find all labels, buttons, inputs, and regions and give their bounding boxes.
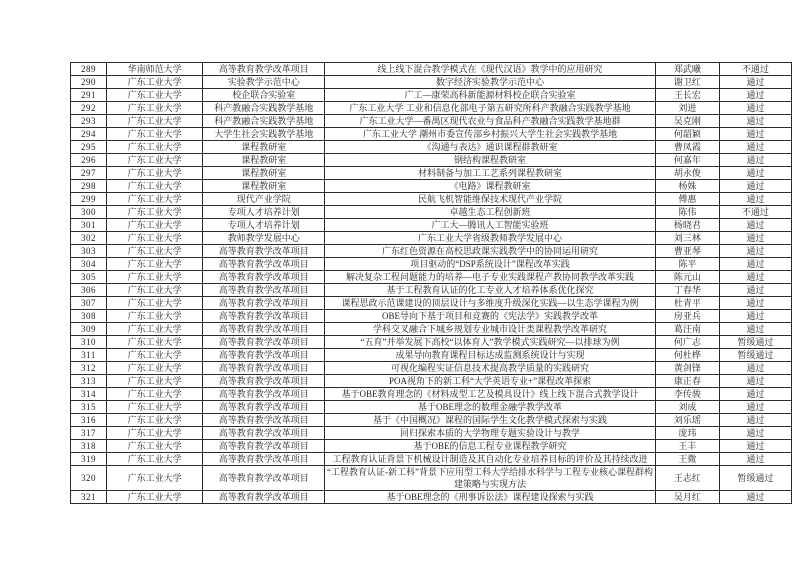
result-cell: 通过	[719, 167, 791, 180]
table-row	[71, 232, 792, 245]
table-row	[71, 141, 792, 154]
school-cell: 广东工业大学	[107, 76, 203, 89]
person-cell: 刘三林	[655, 232, 719, 245]
category-cell: 科产教融合实践教学基地	[203, 102, 325, 115]
project-name-cell: 学科交叉融合下城乡规划专业城市设计类课程教学改革研究	[325, 323, 655, 336]
result-cell: 通过	[719, 102, 791, 115]
result-cell: 通过	[719, 245, 791, 258]
result-cell: 通过	[719, 491, 791, 504]
category-cell: 高等教育教学改革项目	[203, 466, 325, 491]
row-number-cell: 317	[71, 427, 107, 440]
project-name-cell: 卓越生态工程创新班	[325, 206, 655, 219]
project-name-cell: 可视化编程实证信息技术提高教学质量的实践研究	[325, 362, 655, 375]
row-number-cell: 294	[71, 128, 107, 141]
row-number-cell: 314	[71, 388, 107, 401]
school-cell: 广东工业大学	[107, 491, 203, 504]
result-cell: 通过	[719, 297, 791, 310]
row-number-cell: 321	[71, 491, 107, 504]
table-row	[71, 349, 792, 362]
person-cell: 康正春	[655, 375, 719, 388]
project-name-cell: POA视角下的新工科“大学英语专业+”课程改革探索	[325, 375, 655, 388]
project-name-cell: 数字经济实验教学示范中心	[325, 76, 655, 89]
person-cell: 郑武曦	[655, 63, 719, 76]
table-row	[71, 245, 792, 258]
category-cell: 专项人才培养计划	[203, 206, 325, 219]
result-cell: 通过	[719, 219, 791, 232]
project-name-cell: 广东红色资源在高校思政课实践教学中的协同运用研究	[325, 245, 655, 258]
project-name-cell: 民航飞机智能维保技术现代产业学院	[325, 193, 655, 206]
school-cell: 华南师范大学	[107, 63, 203, 76]
row-number-cell: 319	[71, 453, 107, 466]
result-cell: 通过	[719, 284, 791, 297]
project-name-cell: 基于OBE理念的数理金融学教学改革	[325, 401, 655, 414]
row-number-cell: 293	[71, 115, 107, 128]
category-cell: 高等教育教学改革项目	[203, 323, 325, 336]
category-cell: 校企联合实验室	[203, 89, 325, 102]
category-cell: 实验教学示范中心	[203, 76, 325, 89]
row-number-cell: 306	[71, 284, 107, 297]
person-cell: 杜青平	[655, 297, 719, 310]
table-row	[71, 297, 792, 310]
person-cell: 王长宏	[655, 89, 719, 102]
row-number-cell: 297	[71, 167, 107, 180]
school-cell: 广东工业大学	[107, 206, 203, 219]
table-row	[71, 453, 792, 466]
person-cell: 杨晓君	[655, 219, 719, 232]
result-cell: 暂缓通过	[719, 336, 791, 349]
project-name-cell: 解决复杂工程问题能力的培养—电子专业实践课程产教协同教学改革实践	[325, 271, 655, 284]
row-number-cell: 304	[71, 258, 107, 271]
project-name-cell: 工程教育认证背景下机械设计制造及其自动化专业培养目标的评价及其持续改进	[325, 453, 655, 466]
school-cell: 广东工业大学	[107, 284, 203, 297]
project-name-cell: 《沟通与表达》通识课程群教研室	[325, 141, 655, 154]
table-row	[71, 375, 792, 388]
row-number-cell: 303	[71, 245, 107, 258]
category-cell: 高等教育教学改革项目	[203, 362, 325, 375]
school-cell: 广东工业大学	[107, 375, 203, 388]
category-cell: 高等教育教学改革项目	[203, 388, 325, 401]
table-row	[71, 180, 792, 193]
result-cell: 通过	[719, 323, 791, 336]
person-cell: 何广志	[655, 336, 719, 349]
table-row	[71, 336, 792, 349]
category-cell: 高等教育教学改革项目	[203, 284, 325, 297]
table-row	[71, 167, 792, 180]
result-cell: 通过	[719, 401, 791, 414]
project-name-cell: 成果导向教育课程目标达成监测系统设计与实现	[325, 349, 655, 362]
school-cell: 广东工业大学	[107, 362, 203, 375]
school-cell: 广东工业大学	[107, 336, 203, 349]
project-name-cell: 广东工业大学—番禺区现代农业与食品科产教融合实践教学基地群	[325, 115, 655, 128]
result-cell: 通过	[719, 388, 791, 401]
row-number-cell: 310	[71, 336, 107, 349]
school-cell: 广东工业大学	[107, 219, 203, 232]
row-number-cell: 301	[71, 219, 107, 232]
person-cell: 何杜桦	[655, 349, 719, 362]
person-cell: 刘成	[655, 401, 719, 414]
person-cell: 葛汪南	[655, 323, 719, 336]
category-cell: 课程教研室	[203, 154, 325, 167]
category-cell: 高等教育教学改革项目	[203, 310, 325, 323]
result-cell: 通过	[719, 258, 791, 271]
row-number-cell: 313	[71, 375, 107, 388]
result-cell: 通过	[719, 89, 791, 102]
category-cell: 高等教育教学改革项目	[203, 440, 325, 453]
school-cell: 广东工业大学	[107, 388, 203, 401]
row-number-cell: 305	[71, 271, 107, 284]
school-cell: 广东工业大学	[107, 89, 203, 102]
project-name-cell: 广东工业大学 工业和信息化部电子第五研究所科产教融合实践教学基地	[325, 102, 655, 115]
person-cell: 曹凤霞	[655, 141, 719, 154]
category-cell: 课程教研室	[203, 180, 325, 193]
category-cell: 科产教融合实践教学基地	[203, 115, 325, 128]
project-name-cell: 基于OBE教育理念的《材料成型工艺及模具设计》线上线下混合式教学设计	[325, 388, 655, 401]
person-cell: 何韶颖	[655, 128, 719, 141]
result-cell: 通过	[719, 453, 791, 466]
result-cell: 暂缓通过	[719, 349, 791, 362]
project-name-cell: 《电路》课程教研室	[325, 180, 655, 193]
school-cell: 广东工业大学	[107, 323, 203, 336]
table-row	[71, 284, 792, 297]
school-cell: 广东工业大学	[107, 258, 203, 271]
row-number-cell: 318	[71, 440, 107, 453]
project-name-cell: “五育”并举发展下高校“以体育人”教学模式实践研究—以排球为例	[325, 336, 655, 349]
project-name-cell: 回归探索本质的大学物理专题实验设计与教学	[325, 427, 655, 440]
result-cell: 通过	[719, 141, 791, 154]
table-row	[71, 466, 792, 491]
table-row	[71, 219, 792, 232]
result-cell: 不通过	[719, 63, 791, 76]
row-number-cell: 290	[71, 76, 107, 89]
category-cell: 课程教研室	[203, 167, 325, 180]
table-row	[71, 310, 792, 323]
table-row	[71, 491, 792, 504]
row-number-cell: 309	[71, 323, 107, 336]
project-name-cell: 材料制备与加工工艺系列课程教研室	[325, 167, 655, 180]
person-cell: 王微	[655, 453, 719, 466]
school-cell: 广东工业大学	[107, 245, 203, 258]
table-row	[71, 193, 792, 206]
row-number-cell: 312	[71, 362, 107, 375]
row-number-cell: 296	[71, 154, 107, 167]
person-cell: 刘乐瑶	[655, 414, 719, 427]
school-cell: 广东工业大学	[107, 193, 203, 206]
table-row	[71, 206, 792, 219]
school-cell: 广东工业大学	[107, 414, 203, 427]
row-number-cell: 299	[71, 193, 107, 206]
person-cell: 陈平	[655, 258, 719, 271]
person-cell: 胡永俊	[655, 167, 719, 180]
table-row	[71, 362, 792, 375]
person-cell: 何嘉年	[655, 154, 719, 167]
person-cell: 王丰	[655, 440, 719, 453]
category-cell: 高等教育教学改革项目	[203, 297, 325, 310]
project-name-cell: 基于OBE理念的《刑事诉讼法》课程建设探索与实践	[325, 491, 655, 504]
table-row	[71, 89, 792, 102]
school-cell: 广东工业大学	[107, 115, 203, 128]
table-row	[71, 102, 792, 115]
category-cell: 高等教育教学改革项目	[203, 63, 325, 76]
row-number-cell: 320	[71, 466, 107, 491]
table-row	[71, 414, 792, 427]
school-cell: 广东工业大学	[107, 349, 203, 362]
project-name-cell: 广东工业大学省级教师教学发展中心	[325, 232, 655, 245]
result-cell: 通过	[719, 193, 791, 206]
category-cell: 高等教育教学改革项目	[203, 245, 325, 258]
row-number-cell: 308	[71, 310, 107, 323]
person-cell: 杨姝	[655, 180, 719, 193]
category-cell: 高等教育教学改革项目	[203, 258, 325, 271]
school-cell: 广东工业大学	[107, 271, 203, 284]
category-cell: 教师教学发展中心	[203, 232, 325, 245]
person-cell: 谢卫红	[655, 76, 719, 89]
category-cell: 高等教育教学改革项目	[203, 375, 325, 388]
table-row	[71, 115, 792, 128]
project-name-cell: 线上线下混合教学模式在《现代汉语》教学中的应用研究	[325, 63, 655, 76]
document-page	[70, 62, 792, 504]
person-cell: 丁春华	[655, 284, 719, 297]
row-number-cell: 291	[71, 89, 107, 102]
result-cell: 通过	[719, 440, 791, 453]
person-cell: 李传骏	[655, 388, 719, 401]
project-name-cell: 广工—康荣高科新能源材料校企联合实验室	[325, 89, 655, 102]
category-cell: 高等教育教学改革项目	[203, 401, 325, 414]
result-cell: 通过	[719, 115, 791, 128]
result-cell: 通过	[719, 414, 791, 427]
result-cell: 通过	[719, 128, 791, 141]
row-number-cell: 315	[71, 401, 107, 414]
table-row	[71, 401, 792, 414]
category-cell: 高等教育教学改革项目	[203, 491, 325, 504]
review-table-body	[71, 63, 792, 504]
result-cell: 不通过	[719, 206, 791, 219]
table-row	[71, 271, 792, 284]
result-cell: 通过	[719, 271, 791, 284]
school-cell: 广东工业大学	[107, 440, 203, 453]
school-cell: 广东工业大学	[107, 310, 203, 323]
project-name-cell: OBE导向下基于项目和竞赛的《宪法学》实践教学改革	[325, 310, 655, 323]
school-cell: 广东工业大学	[107, 466, 203, 491]
result-cell: 通过	[719, 362, 791, 375]
table-row	[71, 154, 792, 167]
table-row	[71, 128, 792, 141]
school-cell: 广东工业大学	[107, 427, 203, 440]
result-cell: 通过	[719, 310, 791, 323]
row-number-cell: 292	[71, 102, 107, 115]
table-row	[71, 388, 792, 401]
person-cell: 房亚兵	[655, 310, 719, 323]
category-cell: 高等教育教学改革项目	[203, 271, 325, 284]
school-cell: 广东工业大学	[107, 453, 203, 466]
row-number-cell: 311	[71, 349, 107, 362]
project-name-cell: 广工大—腾讯人工智能实验班	[325, 219, 655, 232]
category-cell: 高等教育教学改革项目	[203, 453, 325, 466]
person-cell: 王志红	[655, 466, 719, 491]
project-review-table	[70, 62, 792, 504]
result-cell: 通过	[719, 375, 791, 388]
school-cell: 广东工业大学	[107, 141, 203, 154]
school-cell: 广东工业大学	[107, 401, 203, 414]
school-cell: 广东工业大学	[107, 297, 203, 310]
project-name-cell: 基于OBE的信息工程专业课程教学研究	[325, 440, 655, 453]
table-row	[71, 63, 792, 76]
person-cell: 吴克刚	[655, 115, 719, 128]
project-name-cell: 基于《中国概况》课程的国际学生文化教学模式探索与实践	[325, 414, 655, 427]
table-row	[71, 323, 792, 336]
school-cell: 广东工业大学	[107, 128, 203, 141]
project-name-cell: 课程思政示范课建设的顶层设计与多维度升级深化实践—以生态学课程为例	[325, 297, 655, 310]
result-cell: 暂缓通过	[719, 466, 791, 491]
person-cell: 庞玮	[655, 427, 719, 440]
person-cell: 刘进	[655, 102, 719, 115]
table-row	[71, 258, 792, 271]
category-cell: 高等教育教学改革项目	[203, 427, 325, 440]
school-cell: 广东工业大学	[107, 154, 203, 167]
person-cell: 陈元山	[655, 271, 719, 284]
result-cell: 通过	[719, 154, 791, 167]
project-name-cell: 钢结构课程教研室	[325, 154, 655, 167]
category-cell: 高等教育教学改革项目	[203, 336, 325, 349]
row-number-cell: 298	[71, 180, 107, 193]
row-number-cell: 289	[71, 63, 107, 76]
row-number-cell: 307	[71, 297, 107, 310]
person-cell: 陈伟	[655, 206, 719, 219]
school-cell: 广东工业大学	[107, 167, 203, 180]
person-cell: 傅惠	[655, 193, 719, 206]
table-row	[71, 76, 792, 89]
result-cell: 通过	[719, 427, 791, 440]
category-cell: 高等教育教学改革项目	[203, 414, 325, 427]
school-cell: 广东工业大学	[107, 102, 203, 115]
category-cell: 高等教育教学改革项目	[203, 349, 325, 362]
row-number-cell: 295	[71, 141, 107, 154]
person-cell: 吴月红	[655, 491, 719, 504]
project-name-cell: “工程教育认证-新工科”背景下应用型工科大学给排水科学与工程专业核心课程群构建策略与实现方法	[325, 466, 655, 491]
table-row	[71, 427, 792, 440]
category-cell: 课程教研室	[203, 141, 325, 154]
category-cell: 现代产业学院	[203, 193, 325, 206]
table-row	[71, 440, 792, 453]
project-name-cell: 基于工程教育认证的化工专业人才培养体系优化探究	[325, 284, 655, 297]
row-number-cell: 300	[71, 206, 107, 219]
project-name-cell: 广东工业大学 潮州市委宣传部乡村振兴大学生社会实践教学基地	[325, 128, 655, 141]
person-cell: 曹亚琴	[655, 245, 719, 258]
result-cell: 通过	[719, 180, 791, 193]
row-number-cell: 316	[71, 414, 107, 427]
school-cell: 广东工业大学	[107, 232, 203, 245]
row-number-cell: 302	[71, 232, 107, 245]
project-name-cell: 项目驱动的“DSP系统设计”课程改革实践	[325, 258, 655, 271]
category-cell: 大学生社会实践教学基地	[203, 128, 325, 141]
person-cell: 黄剑锋	[655, 362, 719, 375]
result-cell: 通过	[719, 232, 791, 245]
result-cell: 通过	[719, 76, 791, 89]
category-cell: 专项人才培养计划	[203, 219, 325, 232]
school-cell: 广东工业大学	[107, 180, 203, 193]
